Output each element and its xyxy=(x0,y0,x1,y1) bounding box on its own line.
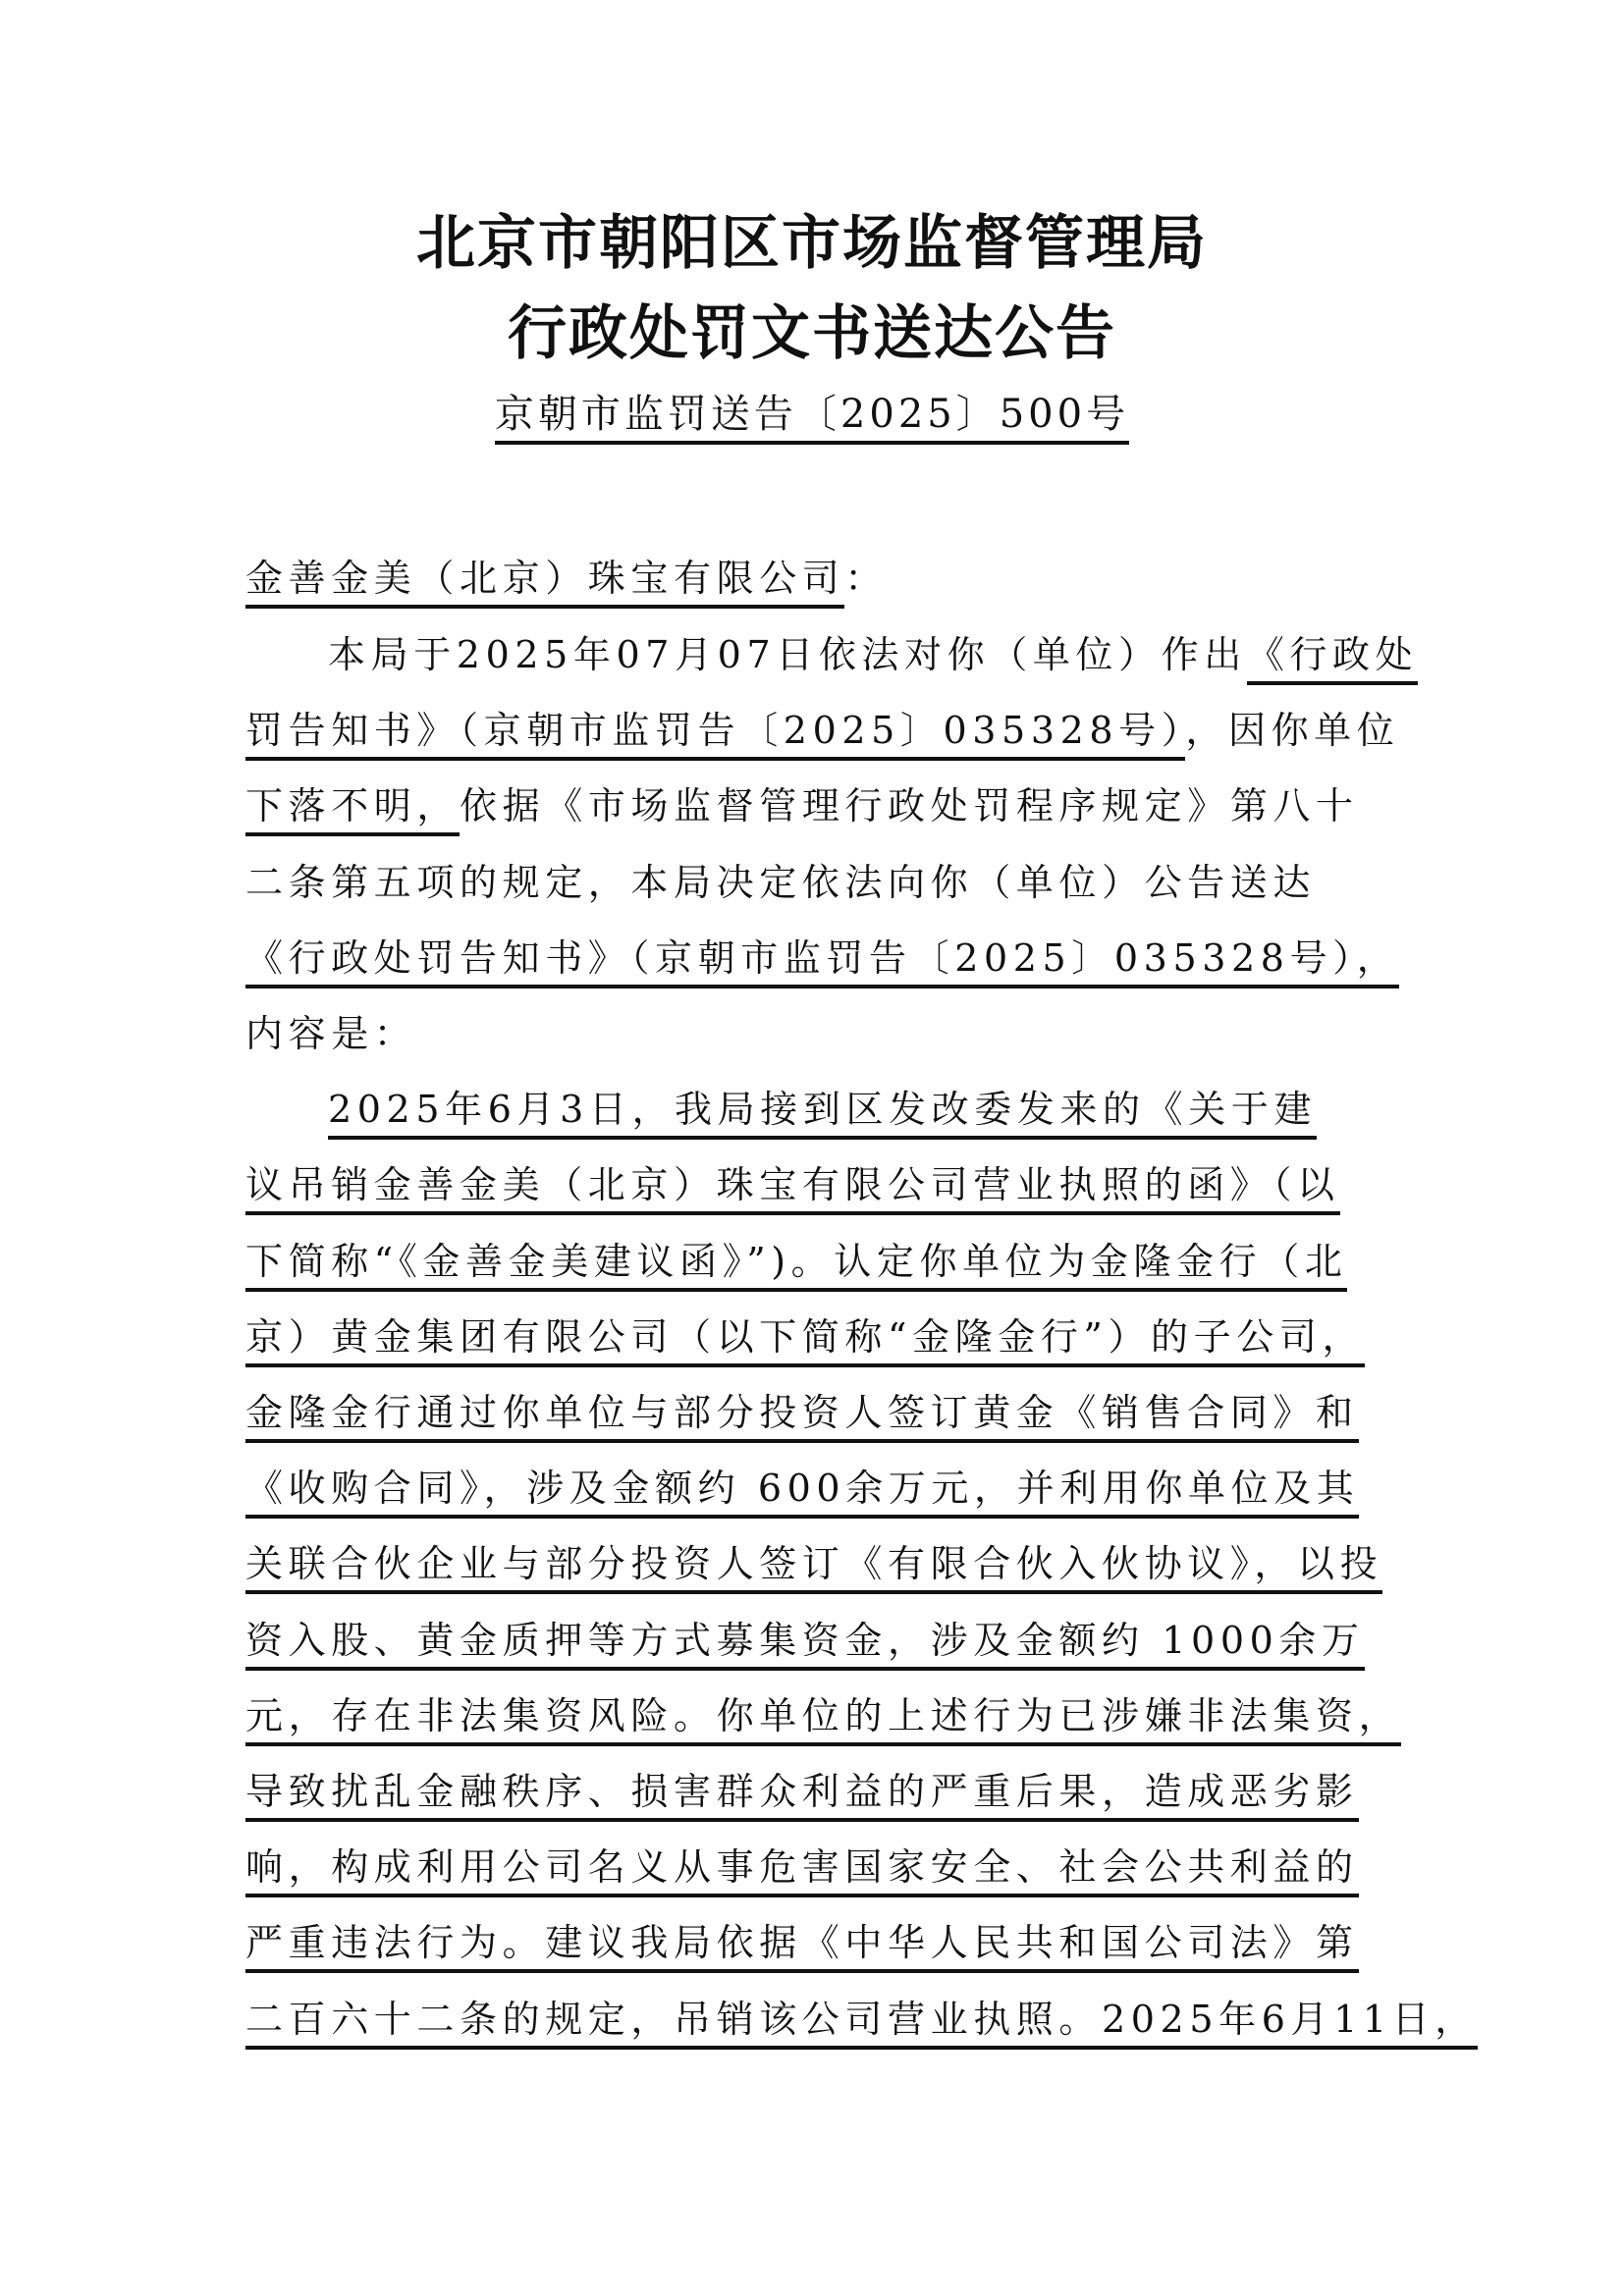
body-line xyxy=(245,1845,1359,1890)
underlined-text: 严重违法行为。建议我局依据《中华人民共和国公司法》第 xyxy=(245,1921,1359,1973)
document-number xyxy=(0,392,1624,437)
body-line xyxy=(245,633,1419,676)
body-text: 内容是： xyxy=(245,1012,417,1055)
body-line xyxy=(245,1012,417,1055)
body-text: 二条第五项的规定，本局决定依法向你（单位）公告送达 xyxy=(245,860,1317,904)
recipient-line xyxy=(245,557,889,600)
body-line xyxy=(245,1618,1365,1662)
underlined-text: 导致扰乱金融秩序、损害群众利益的严重后果，造成恶劣影 xyxy=(245,1770,1359,1822)
body-line xyxy=(245,1239,1348,1283)
underlined-text: 资入股、黄金质押等方式募集资金，涉及金额约 1000余万 xyxy=(245,1619,1365,1671)
underlined-text: 下简称“《金善金美建议函》”)。认定你单位为金隆金行（北 xyxy=(245,1240,1347,1292)
underlined-text: 元，存在非法集资风险。你单位的上述行为已涉嫌非法集资， xyxy=(245,1694,1401,1746)
document-number-text: 京朝市监罚送告〔2025〕500号 xyxy=(495,392,1129,445)
body-text: 本局于2025年07月07日依法对你（单位）作出 xyxy=(328,633,1247,676)
title-notice: 行政处罚文书送达公告 xyxy=(508,299,1116,368)
body-text: ，因你单位 xyxy=(1185,709,1400,753)
body-line xyxy=(245,1391,1359,1434)
recipient-name: 金善金美（北京）珠宝有限公司 xyxy=(245,557,844,609)
body-line xyxy=(245,709,1400,753)
underlined-text: 《收购合同》，涉及金额约 600余万元，并利用你单位及其 xyxy=(245,1467,1359,1519)
underlined-text: 关联合伙企业与部分投资人签订《有限合伙入伙协议》，以投 xyxy=(245,1542,1382,1594)
underlined-text: 京）黄金集团有限公司（以下简称“金隆金行”）的子公司， xyxy=(245,1315,1365,1367)
underlined-text: 金隆金行通过你单位与部分投资人签订黄金《销售合同》和 xyxy=(245,1391,1359,1443)
body-line xyxy=(245,1921,1359,1965)
body-line xyxy=(245,1314,1366,1359)
body-line xyxy=(245,1088,1318,1132)
underlined-text: 响，构成利用公司名义从事危害国家安全、社会公共利益的 xyxy=(245,1845,1359,1897)
body-line xyxy=(245,1693,1402,1737)
body-line xyxy=(245,860,1317,904)
body-line xyxy=(245,784,1359,828)
underlined-text: 二百六十二条的规定，吊销该公司营业执照。2025年6月11日， xyxy=(245,1998,1478,2050)
body-line xyxy=(245,1163,1340,1207)
title-agency: 北京市朝阳区市场监督管理局 xyxy=(416,209,1208,278)
body-line xyxy=(245,1770,1359,1813)
body-line xyxy=(245,1997,1478,2041)
underlined-text: 罚告知书》（京朝市监罚告〔2025〕035328号） xyxy=(245,709,1185,761)
underlined-text: 下落不明， xyxy=(245,784,460,836)
body-line xyxy=(245,1542,1383,1586)
recipient-colon: ： xyxy=(844,557,889,600)
body-text: 依据《市场监督管理行政处罚程序规定》第八十 xyxy=(460,784,1359,828)
underlined-text: 2025年6月3日，我局接到区发改委发来的《关于建 xyxy=(328,1088,1317,1140)
body-line xyxy=(245,1467,1360,1511)
underlined-text: 《行政处 xyxy=(1247,633,1418,685)
body-line xyxy=(245,935,1400,980)
underlined-text: 议吊销金善金美（北京）珠宝有限公司营业执照的函》（以 xyxy=(245,1163,1340,1215)
underlined-text: 《行政处罚告知书》（京朝市监罚告〔2025〕035328号）， xyxy=(245,936,1399,988)
